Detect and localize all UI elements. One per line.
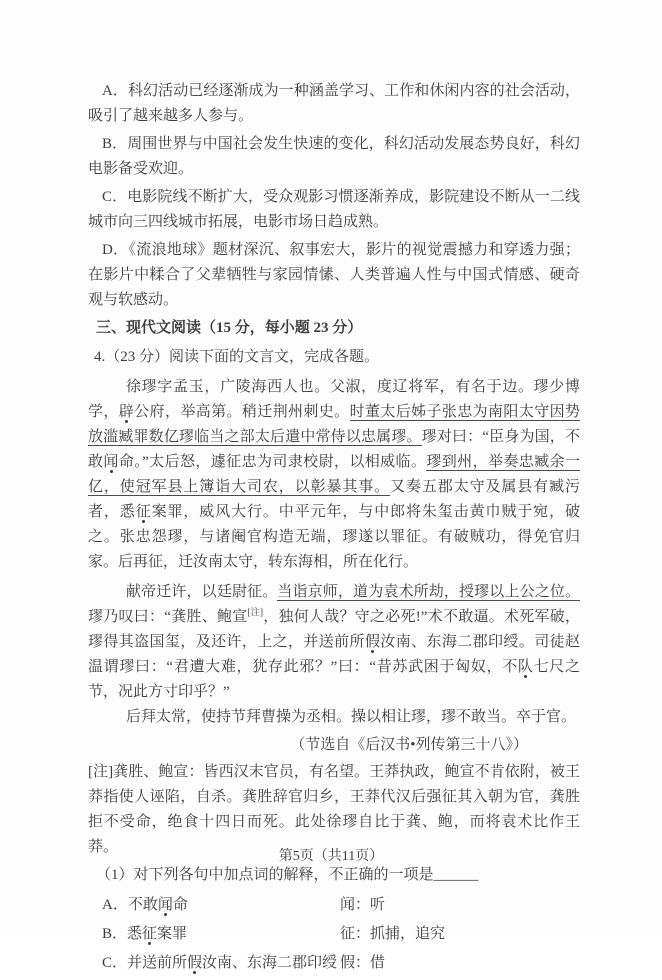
choice-gloss bbox=[340, 893, 580, 918]
emphasized-char: 队 bbox=[517, 659, 534, 675]
choice-label: C． bbox=[102, 955, 128, 971]
option-label: C． bbox=[102, 189, 128, 205]
text-run: 《流浪地球》题材深沉、叙事宏大，影片的视觉震撼力和穿透力强；在影片中糅合了父辈牺牲与家园情愫、人类普遍人性与中国式情感、硬奇观与软感动。 bbox=[88, 242, 580, 308]
emphasized-char: 闻 bbox=[157, 897, 173, 913]
text-run: 璆对曰：“臣身为国，不敢 bbox=[88, 429, 580, 470]
text-run: 周围世界与中国社会发生快速的变化，科幻活动发展态势良好，科幻电影备受欢迎。 bbox=[88, 136, 580, 177]
text-run: 命 bbox=[172, 897, 188, 913]
text-run: 三、现代文阅读（15 分，每小题 23 分） bbox=[96, 320, 363, 336]
text-run: （1）对下列各句中加点词的解释，不正确的一项是 bbox=[96, 867, 434, 883]
emphasized-char: 假 bbox=[364, 634, 381, 650]
text-run: （节选自《后汉书•列传第三十八》） bbox=[290, 737, 528, 753]
option-label: B． bbox=[102, 136, 128, 152]
emphasized-char: 闻 bbox=[103, 454, 119, 470]
emphasized-char: 征 bbox=[135, 504, 152, 520]
choice-stem bbox=[88, 893, 340, 918]
sub-question-1 bbox=[88, 863, 580, 888]
passage-source bbox=[88, 733, 580, 758]
question-4 bbox=[88, 345, 580, 370]
page-number: 第5页（共11页） bbox=[278, 849, 384, 864]
choice-a bbox=[88, 893, 580, 918]
emphasized-char: 征 bbox=[142, 926, 158, 942]
text-run: 案罪，威风大行。中平元年，与中郎将朱玺击黄巾贼于宛，破之。张忠怨璆，与诸阉官构造无端，璆遂以罪征。有破贼功，得免官归家。后再征，迁汝南太守，转东海相，所在化行。 bbox=[88, 504, 580, 570]
text-run: 假：借 bbox=[340, 955, 386, 971]
choice-stem bbox=[88, 922, 340, 947]
option-label: A． bbox=[102, 83, 128, 99]
choice-label: B． bbox=[102, 926, 128, 942]
text-run: ______ bbox=[433, 867, 479, 883]
text-run: 悉 bbox=[127, 926, 143, 942]
text-run: 不敢 bbox=[127, 897, 158, 913]
text-run: 公府，举高第。稍迁荆州刺史。 bbox=[134, 404, 350, 420]
section-heading bbox=[88, 316, 580, 341]
note-superscript: [注] bbox=[247, 607, 263, 617]
text-run: ，独何人哉？守之必死!”术不敢逼。术死军破，璆得其盗国玺，及还许，上之，并送前所 bbox=[88, 609, 580, 650]
text-run: 电影院线不断扩大，受众观影习惯逐渐养成，影院建设不断从一二线城市向三四线城市拓展，电影市场日趋成熟。 bbox=[88, 189, 580, 230]
option-c bbox=[88, 185, 580, 235]
choice-gloss bbox=[340, 922, 580, 947]
text-run: [注]龚胜、鲍宣：皆西汉末官员，有名望。王莽执政，鲍宣不肯依附，被王莽指使人诬陷，自杀。龚胜辞官归乡，王莽代汉后强征其入朝为官，龚胜拒不受命，绝食十四日而死。此处徐璆自比于龚、鲍，而将袁术比作王莽。 bbox=[88, 764, 580, 855]
underlined-text: 璆到州，举奏忠臧余一亿，使冠军县上簿诣大司农，以彰暴其事。 bbox=[88, 454, 580, 495]
emphasized-char: 辟 bbox=[118, 404, 135, 420]
text-run: 科幻活动已经逐渐成为一种涵盖学习、工作和休闲内容的社会活动，吸引了越来越多人参与。 bbox=[88, 83, 580, 124]
choice-label: A． bbox=[102, 897, 128, 913]
text-run: 汝南、东海二郡印绶。司徒赵温谓璆曰：“君遭大难，犹存此邪？”曰：“昔苏武困于匈奴，不 bbox=[88, 634, 580, 675]
passage-para-1 bbox=[88, 375, 580, 575]
text-run: 闻：听 bbox=[340, 897, 386, 913]
choice-stem bbox=[88, 951, 340, 976]
option-a bbox=[88, 79, 580, 129]
text-run: 4.（23 分）阅读下面的文言文，完成各题。 bbox=[94, 349, 380, 365]
text-run: 又奏五郡太守及属县有臧污者，悉 bbox=[88, 479, 580, 520]
passage-para-2 bbox=[88, 580, 580, 705]
option-d bbox=[88, 238, 580, 313]
text-run: 璆乃叹曰：“龚胜、鲍宣 bbox=[88, 609, 248, 625]
text-run: 献帝迁许，以廷尉征。 bbox=[126, 584, 278, 600]
text-run: 案罪 bbox=[157, 926, 188, 942]
text-run: 征：抓捕，追究 bbox=[340, 926, 446, 942]
choice-b bbox=[88, 922, 580, 947]
choice-gloss bbox=[340, 951, 580, 976]
text-run: 徐璆字孟玉，广陵海西人也。父淑，度辽将军，有名于边。璆少博学， bbox=[88, 379, 580, 420]
text-run: 命。”太后怒，遽征忠为司隶校尉，以相威临。 bbox=[118, 454, 427, 470]
underlined-text: 时董太后姊子张忠为南阳太守因势放滥臧罪数亿璆临当之部太后遣中常侍以忠属璆。 bbox=[88, 404, 580, 445]
choice-c bbox=[88, 951, 580, 976]
option-b bbox=[88, 132, 580, 182]
underlined-text: 当诣京师，道为袁术所劫，授璆以上公之位。 bbox=[277, 584, 580, 600]
passage-para-3 bbox=[88, 705, 580, 730]
text-run: 汝南、东海二郡印绶 bbox=[202, 955, 338, 971]
option-label: D． bbox=[102, 242, 129, 258]
text-run: 后拜太常，使持节拜曹操为丞相。操以相让璆，璆不敢当。卒于官。 bbox=[126, 709, 577, 725]
emphasized-char: 假 bbox=[187, 955, 203, 971]
text-run: 并送前所 bbox=[127, 955, 188, 971]
text-run: 七尺之节，况此方寸印乎？” bbox=[88, 659, 580, 700]
